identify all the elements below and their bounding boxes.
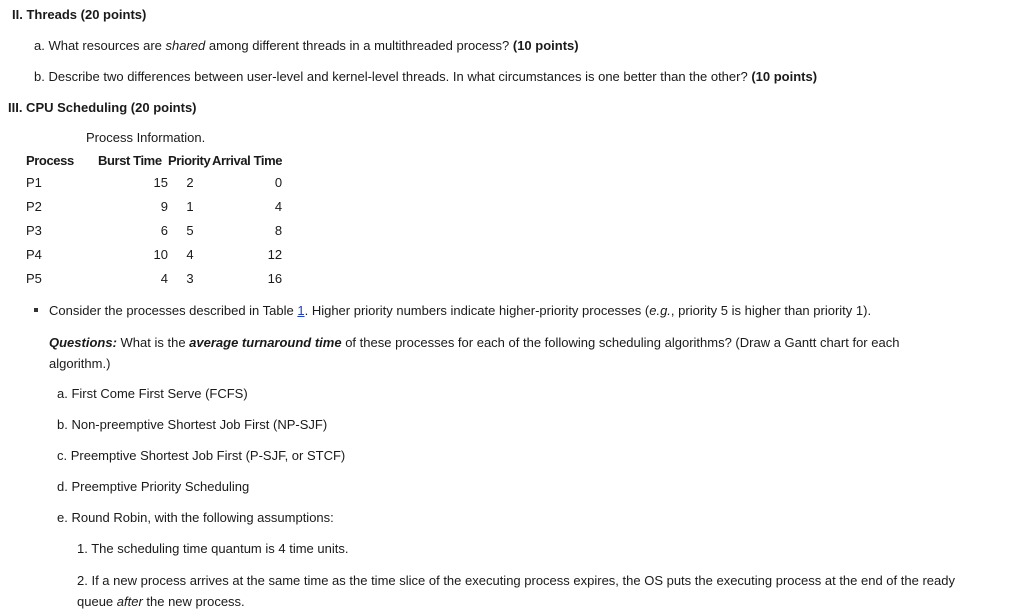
cell-priority: 4 <box>186 246 194 262</box>
cell-arrival: 16 <box>267 270 283 286</box>
cell-arrival: 8 <box>274 222 283 238</box>
questions-pre: What is the <box>116 335 190 350</box>
table-reference-link[interactable]: 1 <box>297 303 305 318</box>
question-b-points: (10 points) <box>751 69 818 84</box>
cell-process: P2 <box>26 198 42 214</box>
cell-priority: 5 <box>186 222 194 238</box>
rr-assumption-2-pre: 2. If a new process arrives at the same time as the time slice of the executing process expires, the OS puts the executing process at the end of the ready queue <box>77 573 955 609</box>
table-row <box>26 170 282 194</box>
rr-assumption-2 <box>77 570 957 612</box>
consider-eg: e.g. <box>649 303 671 318</box>
table-row <box>26 242 282 266</box>
bullet-icon <box>34 308 38 312</box>
cell-arrival: 12 <box>267 246 283 262</box>
process-table <box>26 150 282 290</box>
questions-emphasis: average turnaround time <box>189 335 342 350</box>
algorithm-round-robin: e. Round Robin, with the following assumptions: <box>57 510 334 525</box>
cell-priority: 3 <box>186 270 194 286</box>
table-row <box>26 194 282 218</box>
col-process: Process <box>26 152 74 168</box>
question-a-prefix: a. What resources are <box>34 38 166 53</box>
threads-question-a <box>34 37 579 55</box>
cell-burst: 9 <box>160 198 168 214</box>
algorithm-fcfs: a. First Come First Serve (FCFS) <box>57 386 248 401</box>
cell-burst: 15 <box>153 174 168 190</box>
question-a-points: (10 points) <box>512 38 579 53</box>
consider-suffix: , priority 5 is higher than priority 1). <box>670 303 872 318</box>
question-a-shared: shared <box>165 38 206 53</box>
cell-priority: 1 <box>186 198 194 214</box>
algorithm-np-sjf: b. Non-preemptive Shortest Job First (NP-SJF) <box>57 417 328 432</box>
algorithm-p-sjf: c. Preemptive Shortest Job First (P-SJF, or STCF) <box>57 448 346 463</box>
cell-process: P3 <box>26 222 42 238</box>
col-burst-time: Burst Time <box>98 152 162 168</box>
col-priority: Priority <box>168 152 211 168</box>
question-a-suffix: among different threads in a multithreaded process? <box>205 38 513 53</box>
question-b-text: b. Describe two differences between user-level and kernel-level threads. In what circumstances is one better than the other? <box>34 69 752 84</box>
table-caption: Process Information. <box>86 130 206 145</box>
consider-paragraph <box>49 302 871 320</box>
cell-burst: 10 <box>153 246 168 262</box>
questions-paragraph <box>49 332 949 374</box>
questions-post: of these processes for each of the following scheduling algorithms? (Draw a Gantt chart for each algorithm.) <box>49 335 900 371</box>
table-row <box>26 218 282 242</box>
consider-prefix: Consider the processes described in Table <box>49 303 298 318</box>
cell-arrival: 4 <box>274 198 283 214</box>
algorithm-priority: d. Preemptive Priority Scheduling <box>57 479 250 494</box>
questions-label: Questions: <box>49 335 117 350</box>
threads-heading: II. Threads (20 points) <box>12 7 147 22</box>
cell-burst: 6 <box>160 222 168 238</box>
table-header-row <box>26 150 282 170</box>
rr-assumption-1: 1. The scheduling time quantum is 4 time units. <box>77 541 349 556</box>
cell-burst: 4 <box>160 270 168 286</box>
rr-assumption-2-post: the new process. <box>142 594 245 609</box>
cell-process: P1 <box>26 174 42 190</box>
cpu-scheduling-heading: III. CPU Scheduling (20 points) <box>8 100 197 115</box>
table-row <box>26 266 282 290</box>
col-arrival-time: Arrival Time <box>212 152 283 168</box>
threads-question-b <box>34 68 817 86</box>
cell-priority: 2 <box>186 174 194 190</box>
consider-middle: . Higher priority numbers indicate higher-priority processes ( <box>304 303 650 318</box>
cell-process: P4 <box>26 246 42 262</box>
cell-arrival: 0 <box>274 174 283 190</box>
rr-assumption-2-emphasis: after <box>116 594 143 609</box>
cell-process: P5 <box>26 270 42 286</box>
